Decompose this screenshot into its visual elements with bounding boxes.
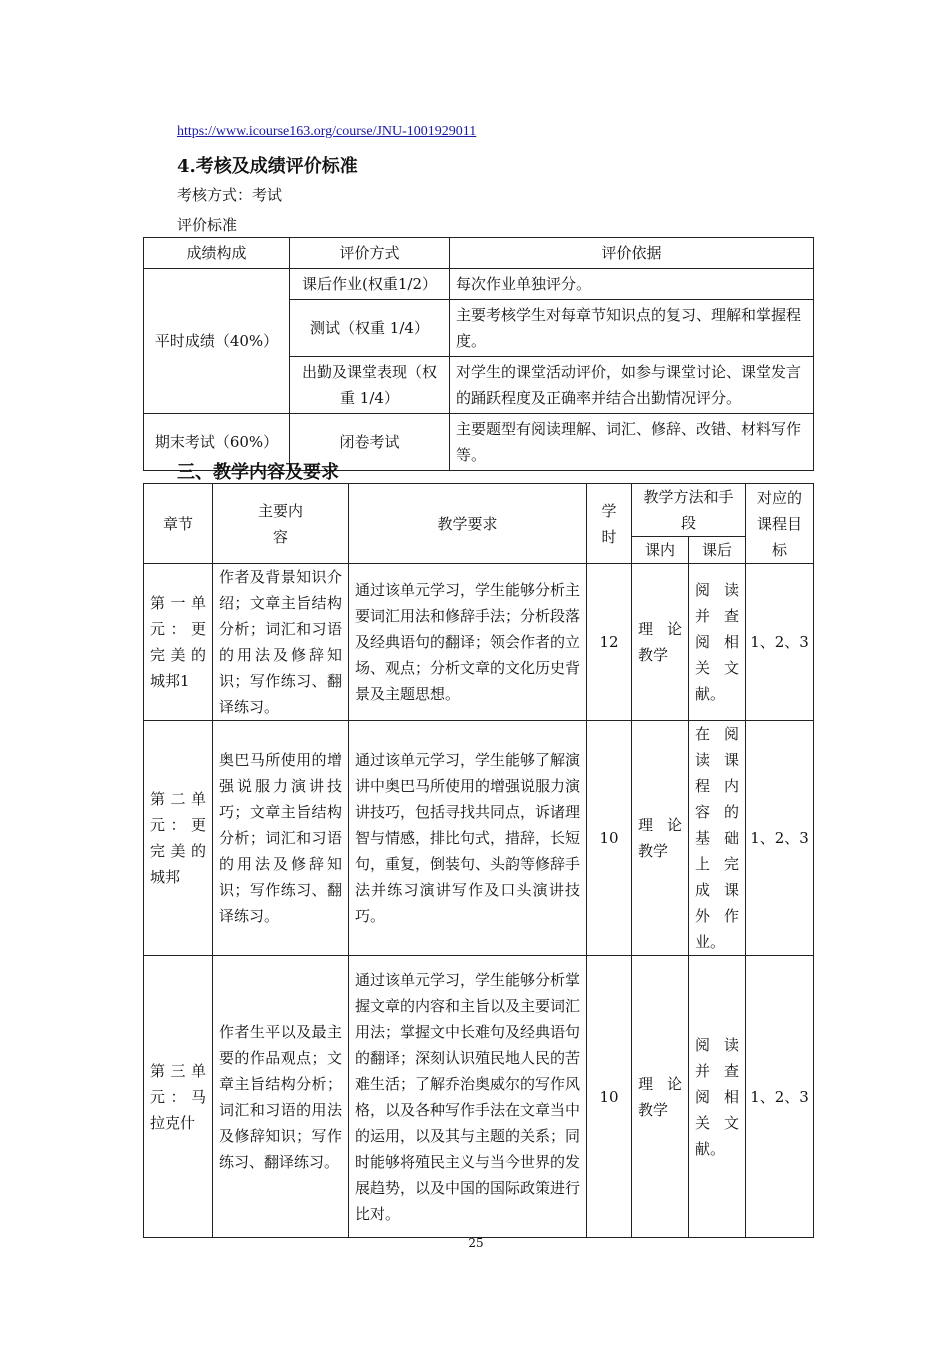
after-class-cell: 阅读并查阅相关文献。 — [689, 564, 746, 721]
header-cell: 成绩构成 — [144, 238, 290, 269]
table-header-row — [144, 238, 814, 269]
header-cell: 章节 — [144, 484, 213, 564]
header-cell: 评价方式 — [290, 238, 450, 269]
section3-heading: 三、教学内容及要求 — [177, 462, 339, 483]
in-class-cell: 理论教学 — [632, 721, 689, 956]
basis-cell: 对学生的课堂活动评价，如参与课堂讨论、课堂发言的踊跃程度及正确率并结合出勤情况评分。 — [450, 357, 814, 414]
table-row — [144, 721, 814, 956]
chapter-cell: 第一单元：更完美的城邦1 — [144, 564, 213, 721]
teaching-content-table — [143, 483, 814, 1238]
in-class-cell: 理论教学 — [632, 956, 689, 1238]
table-header-row — [144, 484, 814, 537]
header-cell: 教学方法和手段 — [632, 484, 746, 537]
objectives-cell: 1、2、3 — [746, 564, 814, 721]
method-cell: 闭卷考试 — [290, 414, 450, 471]
table-row — [144, 269, 814, 300]
header-cell: 学时 — [587, 484, 632, 564]
assessment-table — [143, 237, 814, 471]
in-class-cell: 理论教学 — [632, 564, 689, 721]
method-cell: 课后作业(权重1/2） — [290, 269, 450, 300]
after-class-cell: 在阅读课程内容的基础上完成课外作业。 — [689, 721, 746, 956]
course-link[interactable]: https://www.icourse163.org/course/JNU-1001929011 — [177, 124, 477, 139]
requirement-cell: 通过该单元学习，学生能够分析主要词汇用法和修辞手法；分析段落及经典语句的翻译；领会作者的立场、观点；分析文章的文化历史背景及主题思想。 — [349, 564, 587, 721]
chapter-cell: 第二单元：更完美的城邦 — [144, 721, 213, 956]
hours-cell: 10 — [587, 956, 632, 1238]
basis-cell: 每次作业单独评分。 — [450, 269, 814, 300]
content-cell: 奥巴马所使用的增强说服力演讲技巧；文章主旨结构分析；词汇和习语的用法及修辞知识；写作练习、翻译练习。 — [213, 721, 349, 956]
after-class-cell: 阅读并查阅相关文献。 — [689, 956, 746, 1238]
header-cell: 教学要求 — [349, 484, 587, 564]
page-number: 25 — [468, 1236, 484, 1250]
table-row — [144, 956, 814, 1238]
section4-heading: 4.考核及成绩评价标准 — [177, 156, 358, 177]
method-cell: 测试（权重 1/4） — [290, 300, 450, 357]
hours-cell: 12 — [587, 564, 632, 721]
header-cell: 课内 — [632, 537, 689, 564]
header-cell: 课后 — [689, 537, 746, 564]
objectives-cell: 1、2、3 — [746, 721, 814, 956]
content-cell: 作者生平以及最主要的作品观点；文章主旨结构分析；词汇和习语的用法及修辞知识；写作练习、翻译练习。 — [213, 956, 349, 1238]
content-cell: 作者及背景知识介绍；文章主旨结构分析；词汇和习语的用法及修辞知识；写作练习、翻译练习。 — [213, 564, 349, 721]
header-cell: 主要内容 — [213, 484, 349, 564]
table-row — [144, 564, 814, 721]
header-cell: 评价依据 — [450, 238, 814, 269]
method-cell: 出勤及课堂表现（权重 1/4） — [290, 357, 450, 414]
component-cell: 平时成绩（40%） — [144, 269, 290, 414]
objectives-cell: 1、2、3 — [746, 956, 814, 1238]
criteria-label: 评价标准 — [177, 216, 238, 234]
chapter-cell: 第三单元：马拉克什 — [144, 956, 213, 1238]
hours-cell: 10 — [587, 721, 632, 956]
basis-cell: 主要题型有阅读理解、词汇、修辞、改错、材料写作等。 — [450, 414, 814, 471]
component-cell: 期末考试（60%） — [144, 414, 290, 471]
basis-cell: 主要考核学生对每章节知识点的复习、理解和掌握程度。 — [450, 300, 814, 357]
header-cell: 对应的课程目标 — [746, 484, 814, 564]
exam-mode-text: 考核方式：考试 — [177, 186, 283, 204]
requirement-cell: 通过该单元学习，学生能够分析掌握文章的内容和主旨以及主要词汇用法；掌握文中长难句及经典语句的翻译；深刻认识殖民地人民的苦难生活；了解乔治奥威尔的写作风格，以及各种写作手法在文章当中的运用，以及其与主题的关系；同时能够将殖民主义与当今世界的发展趋势，以及中国的国际政策进行比对。 — [349, 956, 587, 1238]
requirement-cell: 通过该单元学习，学生能够了解演讲中奥巴马所使用的增强说服力演讲技巧，包括寻找共同点，诉诸理智与情感，排比句式，措辞，长短句，重复，倒装句、头韵等修辞手法并练习演讲写作及口头演讲技巧。 — [349, 721, 587, 956]
